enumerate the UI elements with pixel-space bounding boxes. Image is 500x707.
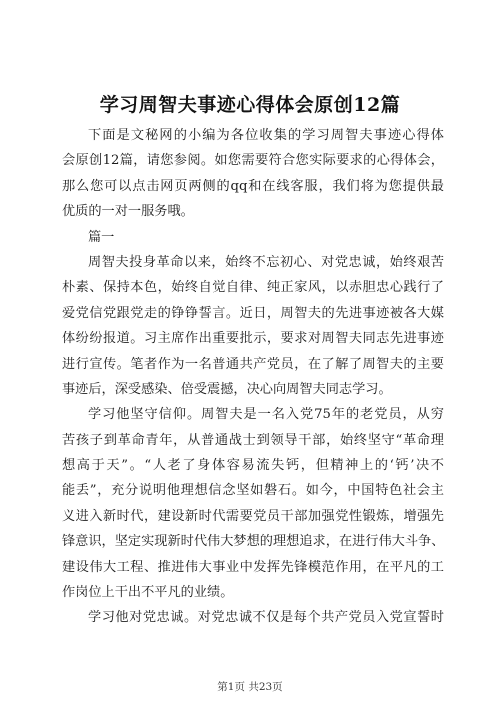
body-line: 苦孩子到革命青年，从普通战士到领导干部，始终坚守“革命理 [62, 432, 444, 448]
body-line: 能丢”，充分说明他理想信念坚如磐石。如今，中国特色社会主 [62, 483, 444, 499]
body-line: 学习他对党忠诚。对党忠诚不仅是每个共产党员入党宣誓时 [88, 610, 444, 626]
body-line: 作岗位上干出不平凡的业绩。 [62, 585, 234, 601]
page-footer: 第1页 共23页 [217, 681, 283, 693]
body-line: 体纷纷报道。习主席作出重要批示，要求对周智夫同志先进事迹 [62, 331, 444, 347]
body-line: 朴素、保持本色，始终自觉自律、纯正家风，以赤胆忠心践行了 [62, 280, 444, 296]
body-line: 会原创12篇，请您参阅。如您需要符合您实际要求的心得体会， [62, 153, 444, 169]
body-line: 进行宣传。笔者作为一名普通共产党员，在了解了周智夫的主要 [62, 356, 444, 372]
body-line: 周智夫投身革命以来，始终不忘初心、对党忠诚，始终艰苦 [88, 254, 444, 270]
document-body [62, 123, 444, 631]
body-line: 那么您可以点击网页两侧的qq和在线客服，我们将为您提供最 [62, 178, 444, 194]
body-line: 义进入新时代，建设新时代需要党员干部加强党性锻炼，增强先 [62, 508, 444, 524]
body-line: 优质的一对一服务哦。 [62, 204, 194, 220]
document-title: 学习周智夫事迹心得体会原创12篇 [99, 94, 401, 116]
body-line: 事迹后，深受感染、倍受震撼，决心向周智夫同志学习。 [62, 381, 392, 397]
body-line: 锋意识，坚定实现新时代伟大梦想的理想追求，在进行伟大斗争、 [62, 534, 444, 550]
body-line: 想高于天”。“人老了身体容易流失钙，但精神上的‘钙’决不 [62, 458, 444, 474]
body-line: 篇一 [88, 229, 115, 245]
body-line: 学习他坚守信仰。周智夫是一名入党75年的老党员，从穷 [88, 407, 444, 423]
body-line: 建设伟大工程、推进伟大事业中发挥先锋模范作用，在平凡的工 [62, 559, 444, 575]
body-line: 爱党信党跟党走的铮铮誓言。近日，周智夫的先进事迹被各大媒 [62, 305, 444, 321]
body-line: 下面是文秘网的小编为各位收集的学习周智夫事迹心得体 [88, 128, 444, 143]
